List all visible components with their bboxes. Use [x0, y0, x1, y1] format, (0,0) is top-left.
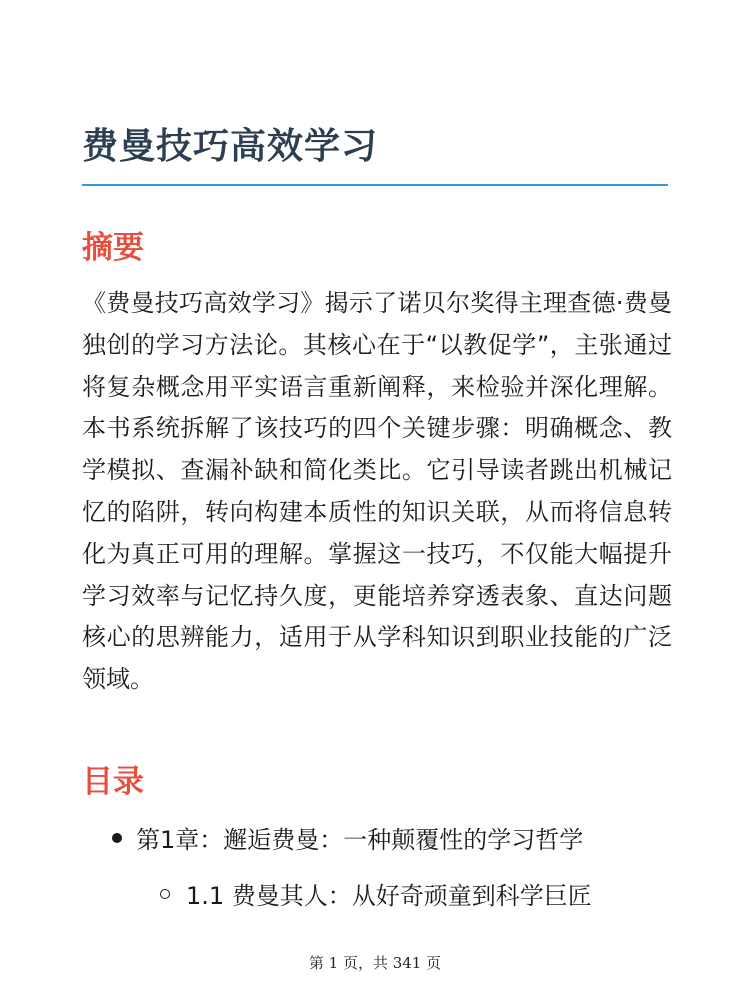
- toc-heading: 目录: [82, 764, 144, 800]
- abstract-paragraph: 《费曼技巧高效学习》揭示了诺贝尔奖得主理查德·费曼独创的学习方法论。其核心在于“以教促学”，主张通过将复杂概念用平实语言重新阐释，来检验并深化理解。本书系统拆解了该技巧的四个关键步骤：明确概念、教学模拟、查漏补缺和简化类比。它引导读者跳出机械记忆的陷阱，转向构建本质性的知识关联，从而将信息转化为真正可用的理解。掌握这一技巧，不仅能大幅提升学习效率与记忆持久度，更能培养穿透表象、直达问题核心的思辨能力，适用于从学科知识到职业技能的广泛领域。: [82, 289, 672, 694]
- toc-item-chapter-1[interactable]: [112, 820, 583, 855]
- toc-item-label: 1.1 费曼其人：从好奇顽童到科学巨匠: [186, 882, 592, 910]
- bullet-circle-icon: [160, 889, 170, 899]
- toc-item-label: 第1章：邂逅费曼：一种颠覆性的学习哲学: [136, 826, 584, 854]
- title-divider: [82, 184, 668, 186]
- abstract-heading: 摘要: [82, 230, 144, 266]
- toc-item-section-1-1[interactable]: [160, 876, 592, 911]
- document-title: 费曼技巧高效学习: [82, 126, 379, 167]
- bullet-disc-icon: [112, 833, 122, 843]
- page-number-footer: 第 1 页，共 341 页: [308, 954, 442, 972]
